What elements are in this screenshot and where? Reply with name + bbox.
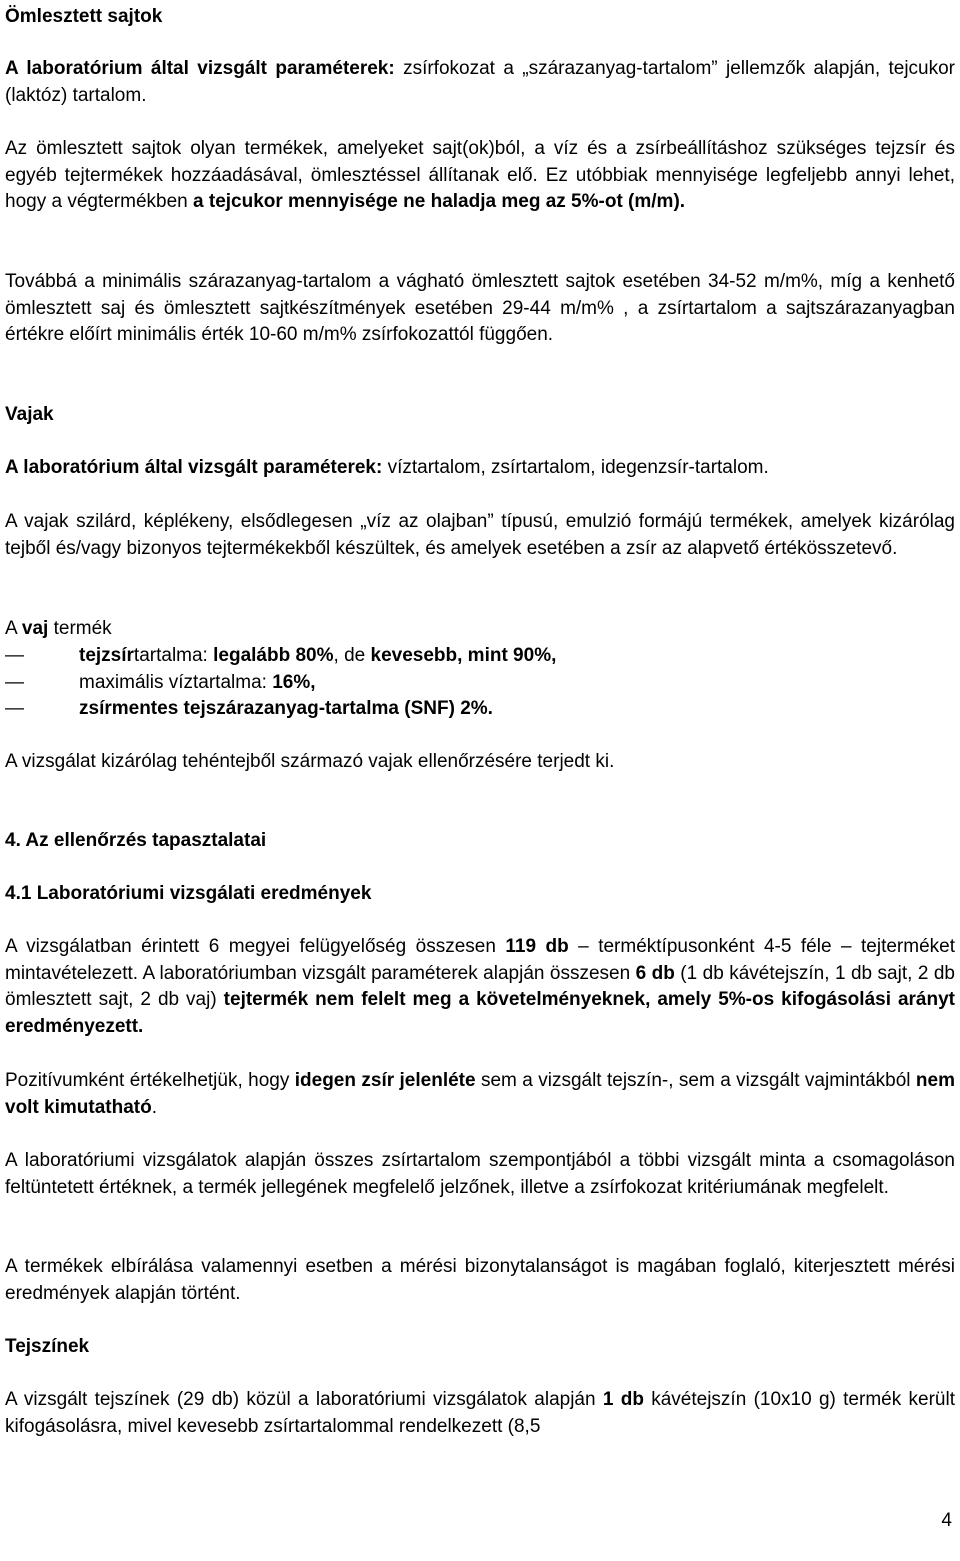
text: 1 db (602, 1389, 644, 1410)
fat-content-paragraph: A laboratóriumi vizsgálatok alapján összes zsírtartalom szempontjából a többi vizsgált minta a csomagoláson feltüntetett értéknek, a termék jellegének megfelelő jelzőnek, illetve a zsírfokozat kritériumának megfelelt. (5, 1150, 955, 1198)
vaj-term: vaj (21, 618, 49, 639)
params-text: zsírfokozat a „szárazanyag-tartalom” jellemzők alapján, tejcukor (laktóz) tartalom. (5, 58, 955, 106)
omlesztett-params-paragraph (5, 56, 955, 109)
text: legalább 80% (213, 645, 334, 666)
vajak-scope-paragraph: A vizsgálat kizárólag tehéntejből származó vajak ellenőrzésére terjedt ki. (5, 751, 615, 772)
list-item (5, 670, 955, 697)
text: maximális víztartalma: (79, 671, 273, 693)
vaj-requirements-list (5, 643, 955, 723)
section-title-tejszinek: Tejszínek (5, 1336, 90, 1357)
text: – terméktípusonként 4-5 féle – tejterméket mintavételezett. A laboratóriumban vizsgált paraméterek alapján összesen (5, 936, 956, 984)
text: zsírmentes tejszárazanyag-tartalma (SNF) 2%. (79, 698, 493, 719)
vajak-definition-paragraph: A vajak szilárd, képlékeny, elsődlegesen „víz az olajban” típusú, emulzió formájú termékek, amelyek kizárólag tejből és/vagy bizonyos tejtermékekből készültek, és amelyek esetében a zsír az alapvető értékösszetevő. (5, 511, 955, 559)
dash-bullet: — (5, 698, 24, 719)
definition-text: Az ömlesztett sajtok olyan termékek, amelyeket sajt(ok)ból, a víz és a zsírbeállításhoz szükséges tejzsír és egyéb tejtermékek hozzáadásával, ömlesztéssel állítanak elő. Ez utóbbiak mennyisége legfeljebb annyi lehet, hogy a végtermékben (5, 138, 955, 212)
text: , de (333, 645, 371, 666)
section-title-vajak: Vajak (5, 404, 54, 425)
text: nem volt kimutatható (5, 1070, 955, 1118)
page-number: 4 (941, 1510, 952, 1531)
text: 119 db (505, 936, 569, 957)
text: A vizsgált tejszínek (29 db) közül a laboratóriumi vizsgálatok alapján (5, 1389, 603, 1410)
omlesztett-dry-matter-paragraph: Továbbá a minimális szárazanyag-tartalom a vágható ömlesztett sajtok esetében 34-52 m/m%, míg a kenhető ömlesztett saj és ömlesztett sajtkészítmények esetében 29-44 m/m% , a zsírtartalom a sajtszárazanyagban értékre előírt minimális érték 10-60 m/m% zsírfokozattól függően. (5, 271, 955, 345)
text: Pozitívumként értékelhetjük, hogy (5, 1070, 295, 1091)
text: termék (48, 618, 112, 639)
omlesztett-definition-paragraph (5, 136, 955, 216)
text: idegen zsír jelenléte (294, 1070, 476, 1091)
text: (1 db kávétejszín, 1 db sajt, 2 db ömlesztett sajt, 2 db vaj) (5, 962, 955, 1010)
text: kávétejszín (10x10 g) termék került kifogásolásra, mivel kevesebb zsírtartalommal rendelkezett (8,5 (5, 1389, 955, 1437)
section-title-omlesztett-sajtok: Ömlesztett sajtok (5, 6, 163, 27)
text: tejtermék nem felelt meg a követelményeknek, amely 5%-os kifogásolási arányt eredményezett. (5, 989, 955, 1037)
text: tartalma: (133, 645, 214, 666)
measurement-paragraph: A termékek elbírálása valamennyi esetben a mérési bizonytalanságot is magában foglaló, kiterjesztett mérési eredmények alapján történt. (5, 1256, 955, 1304)
params-text: víztartalom, zsírtartalom, idegenzsír-tartalom. (382, 457, 769, 478)
results-paragraph (5, 934, 955, 1040)
dash-bullet: — (5, 645, 24, 666)
text: 6 db (635, 962, 675, 984)
text: A vizsgálatban érintett 6 megyei felügyelőség összesen (5, 936, 506, 957)
list-item (5, 696, 955, 723)
params-label: A laboratórium által vizsgált paraméterek: (5, 457, 383, 478)
text: A (5, 618, 22, 639)
text: 16%, (272, 671, 316, 693)
text: kevesebb, mint 90%, (370, 645, 557, 666)
dash-bullet: — (5, 671, 24, 693)
text: tejzsír (79, 645, 134, 666)
list-item (5, 643, 955, 670)
subsection-title-eredmenyek: 4.1 Laboratóriumi vizsgálati eredmények (5, 883, 372, 904)
vajak-params-paragraph (5, 455, 955, 482)
text: sem a vizsgált tejszín-, sem a vizsgált vajmintákból (475, 1070, 916, 1091)
definition-bold: a tejcukor mennyisége ne haladja meg az 5%-ot (m/m). (193, 191, 686, 212)
text: . (151, 1096, 158, 1118)
vaj-product-intro (5, 616, 955, 643)
section-title-tapasztalatai: 4. Az ellenőrzés tapasztalatai (5, 830, 267, 851)
tejszinek-paragraph (5, 1387, 955, 1440)
params-label: A laboratórium által vizsgált paraméterek: (5, 58, 395, 79)
positive-findings-paragraph (5, 1068, 955, 1121)
